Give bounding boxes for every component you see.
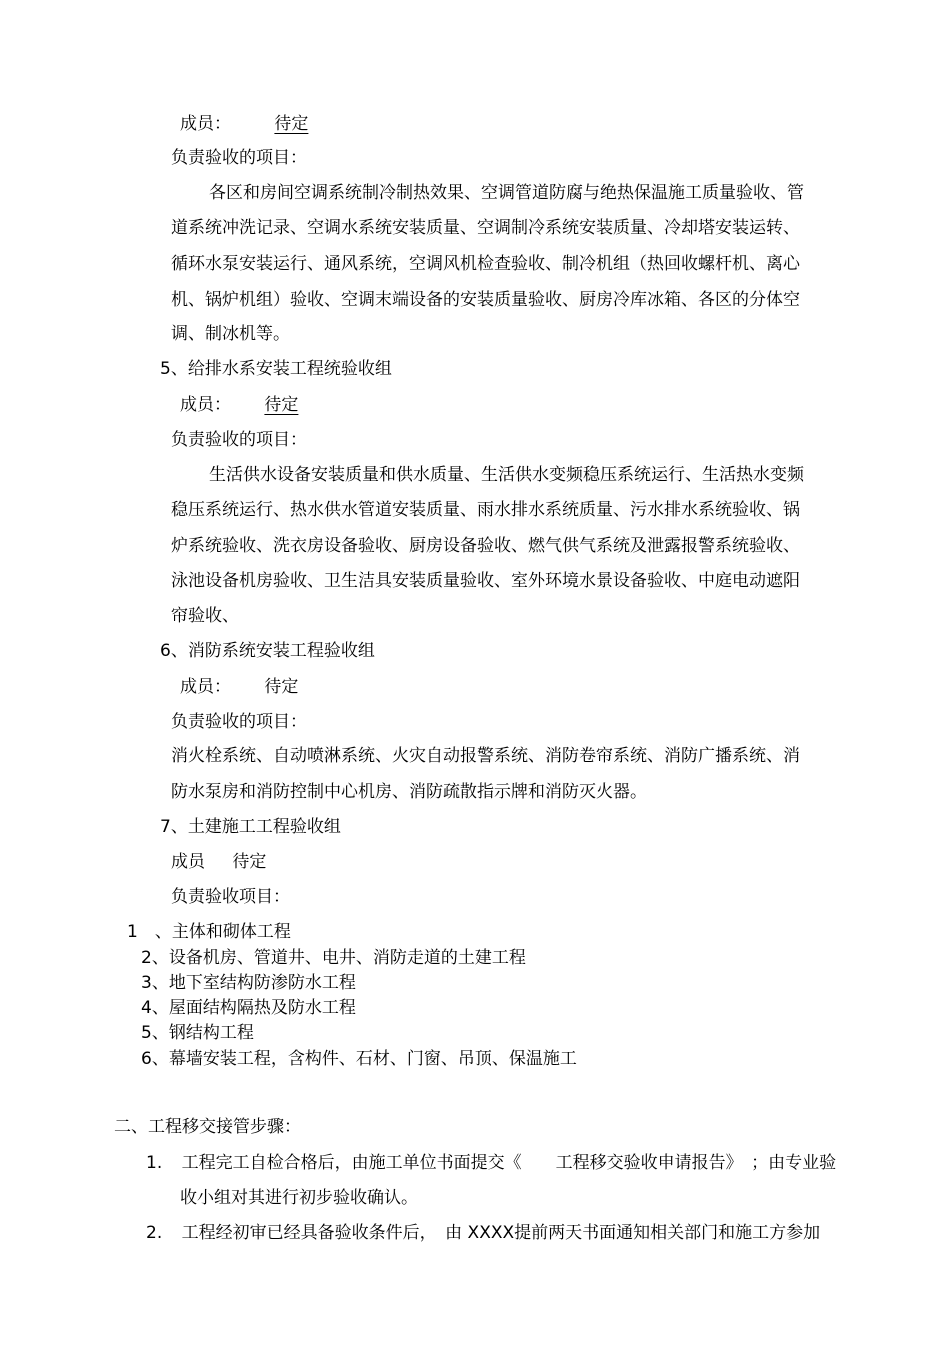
step-text: 收小组对其进行初步验收确认。 (180, 1188, 418, 1208)
body-line: 帘验收、 (171, 606, 239, 626)
items-heading: 负责验收的项目： (171, 148, 307, 168)
section-heading: 6、消防系统安装工程验收组 (160, 641, 375, 661)
body-line: 循环水泵安装运行、通风系统，空调风机检查验收、制冷机组（热回收螺杆机、离心 (171, 254, 800, 274)
members-label: 成员： (180, 395, 231, 415)
items-heading: 负责验收的项目： (171, 430, 307, 450)
section-heading: 5、给排水系安装工程统验收组 (160, 359, 392, 379)
members-value: 待定 (264, 677, 299, 697)
items-heading: 负责验收项目： (171, 887, 290, 907)
list-item: 4、屋面结构隔热及防水工程 (141, 998, 356, 1018)
members-row (180, 676, 298, 698)
part-heading: 二、工程移交接管步骤： (114, 1117, 301, 1137)
step-text: 工程完工自检合格后，由施工单位书面提交《 工程移交验收申请报告》 ；由专业验 (181, 1153, 837, 1173)
step-number: 1. (146, 1153, 163, 1173)
members-label: 成员： (180, 677, 231, 697)
members-row (180, 113, 308, 135)
body-line: 消火栓系统、自动喷淋系统、火灾自动报警系统、消防卷帘系统、消防广播系统、消 (171, 746, 800, 766)
members-value: 待定 (274, 114, 309, 134)
members-row (171, 851, 266, 873)
step-text: 工程经初审已经具备验收条件后， 由 XXXX提前两天书面通知相关部门和施工方参加 (181, 1223, 821, 1243)
list-item: 1 、主体和砌体工程 (127, 922, 291, 942)
list-item: 5、钢结构工程 (141, 1023, 254, 1043)
list-item: 6、幕墙安装工程，含构件、石材、门窗、吊顶、保温施工 (141, 1049, 577, 1069)
body-line: 生活供水设备安装质量和供水质量、生活供水变频稳压系统运行、生活热水变频 (209, 465, 804, 485)
section-heading: 7、土建施工工程验收组 (160, 817, 341, 837)
step-number: 2. (146, 1223, 163, 1243)
body-line: 泳池设备机房验收、卫生洁具安装质量验收、室外环境水景设备验收、中庭电动遮阳 (171, 571, 800, 591)
body-line: 稳压系统运行、热水供水管道安装质量、雨水排水系统质量、污水排水系统验收、锅 (171, 500, 800, 520)
members-row (180, 394, 298, 416)
members-value: 待定 (232, 852, 267, 872)
members-value: 待定 (264, 395, 299, 415)
members-label: 成员： (180, 114, 231, 134)
step-item (146, 1152, 836, 1174)
body-line: 防水泵房和消防控制中心机房、消防疏散指示牌和消防灭火器。 (171, 782, 647, 802)
step-item (146, 1222, 820, 1244)
body-line: 炉系统验收、洗衣房设备验收、厨房设备验收、燃气供气系统及泄露报警系统验收、 (171, 536, 800, 556)
members-label: 成员 (171, 852, 205, 872)
body-line: 各区和房间空调系统制冷制热效果、空调管道防腐与绝热保温施工质量验收、管 (209, 183, 804, 203)
body-line: 道系统冲洗记录、空调水系统安装质量、空调制冷系统安装质量、冷却塔安装运转、 (171, 218, 800, 238)
list-item: 3、地下室结构防渗防水工程 (141, 973, 356, 993)
items-heading: 负责验收的项目： (171, 712, 307, 732)
body-line: 机、锅炉机组）验收、空调末端设备的安装质量验收、厨房冷库冰箱、各区的分体空 (171, 290, 800, 310)
body-line: 调、制冰机等。 (171, 324, 290, 344)
list-item: 2、设备机房、管道井、电井、消防走道的土建工程 (141, 948, 526, 968)
